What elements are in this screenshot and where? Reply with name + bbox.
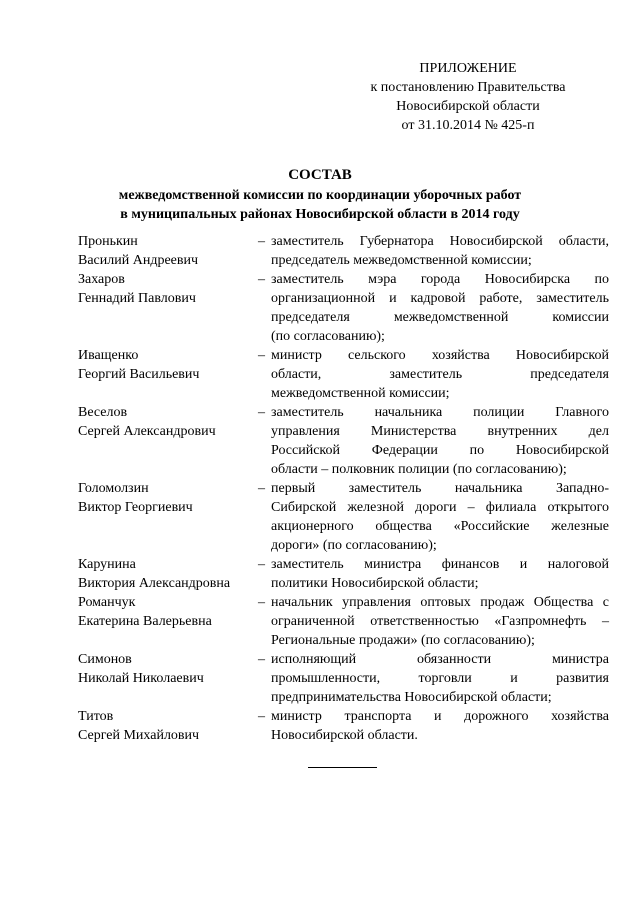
role-line: (по согласованию); [271, 329, 385, 344]
role-line: Региональные продажи» (по согласованию); [271, 633, 535, 648]
title-main: СОСТАВ [288, 167, 352, 183]
role-line: организационной и кадровой работе, заместитель [271, 291, 609, 306]
member-role [271, 707, 609, 745]
appendix-resolution-line: к постановлению Правительства [370, 80, 566, 95]
title-line-2: в муниципальных районах Новосибирской области в 2014 году [120, 207, 520, 222]
closing-divider-line [308, 767, 377, 768]
member-surname: Симонов [78, 652, 132, 667]
member-name [78, 479, 258, 517]
role-line: предпринимательства Новосибирской области; [271, 690, 552, 705]
document-title [0, 166, 640, 224]
member-given-names: Сергей Михайлович [78, 728, 200, 743]
role-line: исполняющий обязанности министра [271, 652, 609, 667]
member-row [78, 707, 609, 745]
role-line: председатель межведомственной комиссии; [271, 253, 532, 268]
dash-separator: – [258, 595, 265, 610]
member-row [78, 555, 609, 593]
role-line: области, заместитель председателя [271, 367, 609, 382]
member-given-names: Виктория Александровна [78, 576, 231, 591]
member-name [78, 555, 258, 593]
member-given-names: Георгий Васильевич [78, 367, 200, 382]
role-line: начальник управления оптовых продаж Общества с [271, 595, 609, 610]
role-line: промышленности, торговли и развития [271, 671, 609, 686]
member-role [271, 403, 609, 479]
member-row [78, 479, 609, 555]
member-row [78, 346, 609, 403]
role-line: заместитель мэра города Новосибирска по [271, 272, 609, 287]
member-role [271, 232, 609, 270]
member-name [78, 650, 258, 688]
role-line: министр транспорта и дорожного хозяйства [271, 709, 609, 724]
member-row [78, 270, 609, 346]
member-surname: Голомолзин [78, 481, 149, 496]
role-line: заместитель начальника полиции Главного [271, 405, 609, 420]
role-line: ограниченной ответственностью «Газпромнефть – [271, 614, 609, 629]
member-surname: Захаров [78, 272, 125, 287]
member-surname: Романчук [78, 595, 136, 610]
member-role [271, 593, 609, 650]
member-name [78, 707, 258, 745]
role-line: председателя межведомственной комиссии [271, 310, 609, 325]
member-surname: Веселов [78, 405, 128, 420]
title-line-1: межведомственной комиссии по координации уборочных работ [118, 188, 522, 203]
role-line: области – полковник полиции (по согласованию); [271, 462, 567, 477]
member-surname: Пронькин [78, 234, 138, 249]
member-role [271, 650, 609, 707]
member-given-names: Геннадий Павлович [78, 291, 196, 306]
member-role [271, 270, 609, 346]
appendix-label: ПРИЛОЖЕНИЕ [419, 61, 517, 76]
role-line: Сибирской железной дороги – филиала открытого [271, 500, 609, 515]
dash-separator: – [258, 652, 265, 667]
member-role [271, 479, 609, 555]
role-line: заместитель министра финансов и налоговой [271, 557, 609, 572]
member-surname: Карунина [78, 557, 136, 572]
member-name [78, 232, 258, 270]
member-surname: Иващенко [78, 348, 139, 363]
dash-separator: – [258, 557, 265, 572]
appendix-header [353, 59, 583, 135]
role-line: политики Новосибирской области; [271, 576, 479, 591]
member-row [78, 593, 609, 650]
role-line: заместитель Губернатора Новосибирской области, [271, 234, 609, 249]
member-row [78, 650, 609, 707]
commission-members-list [78, 232, 609, 745]
member-row [78, 232, 609, 270]
member-role [271, 555, 609, 593]
member-given-names: Екатерина Валерьевна [78, 614, 212, 629]
member-name [78, 403, 258, 441]
role-line: Новосибирской области. [271, 728, 418, 743]
role-line: первый заместитель начальника Западно- [271, 481, 609, 496]
role-line: Российской Федерации по Новосибирской [271, 443, 609, 458]
appendix-date-number: от 31.10.2014 № 425-п [401, 118, 535, 133]
role-line: управления Министерства внутренних дел [271, 424, 609, 439]
member-name [78, 270, 258, 308]
dash-separator: – [258, 481, 265, 496]
member-surname: Титов [78, 709, 114, 724]
role-line: межведомственной комиссии; [271, 386, 450, 401]
member-name [78, 593, 258, 631]
role-line: дороги» (по согласованию); [271, 538, 437, 553]
appendix-region-line: Новосибирской области [396, 99, 540, 114]
role-line: министр сельского хозяйства Новосибирской [271, 348, 609, 363]
member-given-names: Василий Андреевич [78, 253, 199, 268]
member-given-names: Николай Николаевич [78, 671, 204, 686]
member-role [271, 346, 609, 403]
dash-separator: – [258, 348, 265, 363]
role-line: акционерного общества «Российские железные [271, 519, 609, 534]
member-name [78, 346, 258, 384]
member-given-names: Сергей Александрович [78, 424, 216, 439]
member-given-names: Виктор Георгиевич [78, 500, 193, 515]
dash-separator: – [258, 709, 265, 724]
dash-separator: – [258, 405, 265, 420]
member-row [78, 403, 609, 479]
dash-separator: – [258, 272, 265, 287]
dash-separator: – [258, 234, 265, 249]
